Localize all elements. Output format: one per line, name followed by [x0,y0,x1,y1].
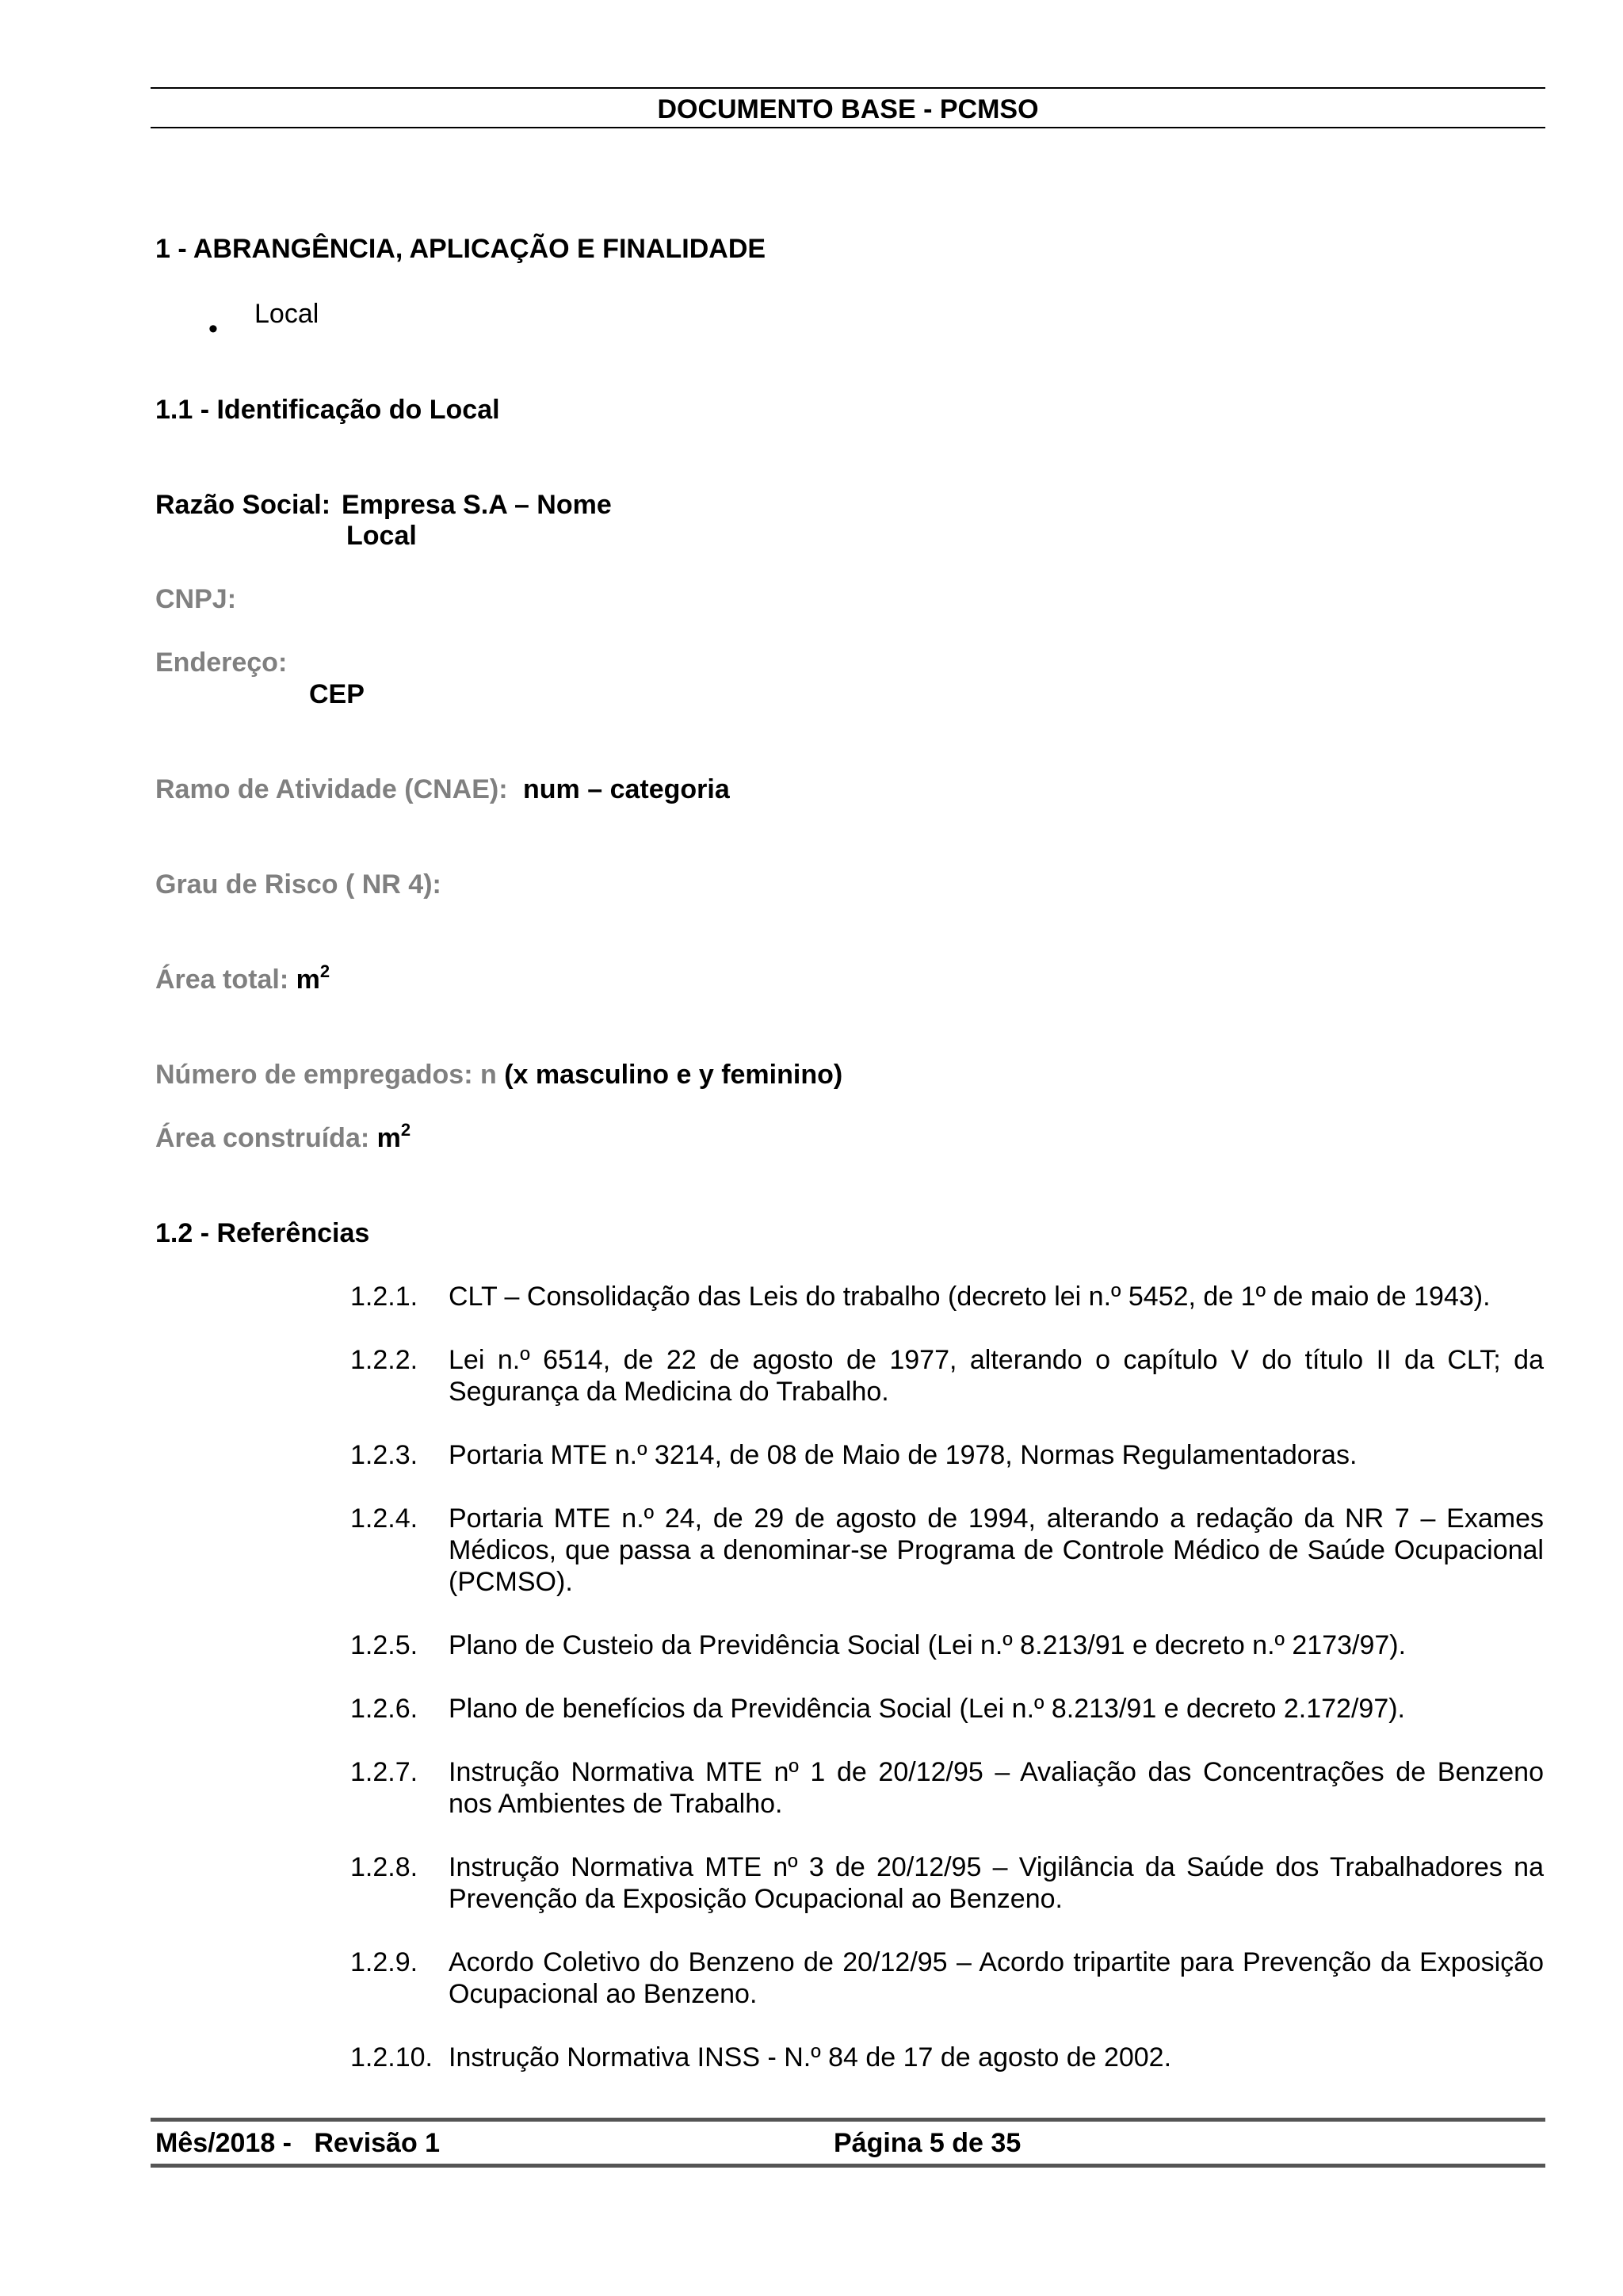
reference-text: Instrução Normativa MTE nº 1 de 20/12/95 – Avaliação das Concentrações de Benzeno nos Ambientes de Trabalho. [449,1757,1544,1819]
footer-revision: Mês/2018 - Revisão 1 [155,2128,441,2158]
area-total-unit: $m^2$ [296,961,330,995]
reference-number: 1.2.9. [350,1947,418,1977]
razao-social-value-line1: Empresa S.A – Nome [342,490,612,520]
area-total-row [155,961,330,995]
footer-bottom-rule [151,2164,1545,2168]
section-1-2-heading: 1.2 - Referências [155,1218,370,1248]
footer-page-number: Página 5 de 35 [834,2128,1022,2158]
section-1-heading: 1 - ABRANGÊNCIA, APLICAÇÃO E FINALIDADE [155,234,766,264]
reference-text: Instrução Normativa MTE nº 3 de 20/12/95 – Vigilância da Saúde dos Trabalhadores na Prevenção da Exposição Ocupacional ao Benzeno. [449,1852,1544,1914]
reference-text: Portaria MTE n.º 24, de 29 de agosto de 1994, alterando a redação da NR 7 – Exames Médicos, que passa a denominar-se Programa de Controle Médico de Saúde Ocupacional (PCMSO). [449,1503,1544,1597]
razao-social-label: Razão Social: [155,490,331,520]
razao-social-value-line2: Local [346,521,417,551]
ramo-atividade-label: Ramo de Atividade (CNAE): [155,774,508,804]
reference-number: 1.2.3. [350,1440,418,1470]
cnpj-label: CNPJ: [155,584,237,614]
reference-number: 1.2.10. [350,2042,433,2073]
document-title: DOCUMENTO BASE - PCMSO [657,94,1039,124]
reference-number: 1.2.4. [350,1503,418,1534]
reference-number: 1.2.5. [350,1630,418,1660]
bullet-item-local: Local [254,299,319,329]
section-1-1-heading: 1.1 - Identificação do Local [155,395,500,425]
reference-number: 1.2.8. [350,1852,418,1882]
reference-text: Acordo Coletivo do Benzeno de 20/12/95 – Acordo tripartite para Prevenção da Exposição Ocupacional ao Benzeno. [449,1947,1544,2009]
reference-number: 1.2.6. [350,1694,418,1724]
ramo-atividade-value: num – categoria [523,774,730,804]
grau-risco-label: Grau de Risco ( NR 4): [155,869,441,900]
reference-text: CLT – Consolidação das Leis do trabalho (decreto lei n.º 5452, de 1º de maio de 1943). [449,1282,1491,1312]
reference-text: Plano de Custeio da Previdência Social (Lei n.º 8.213/91 e decreto n.º 2173/97). [449,1630,1407,1660]
header-bottom-rule [151,127,1545,128]
reference-number: 1.2.7. [350,1757,418,1787]
area-construida-label: Área construída: [155,1123,370,1153]
reference-text: Lei n.º 6514, de 22 de agosto de 1977, alterando o capítulo V do título II da CLT; da Segurança da Medicina do Trabalho. [449,1345,1544,1407]
empregados-row [155,1059,842,1091]
header-top-rule [151,87,1545,89]
cep-label: CEP [309,679,365,709]
reference-text: Instrução Normativa INSS - N.º 84 de 17 de agosto de 2002. [449,2042,1172,2073]
bullet-dot-icon: • [208,314,218,344]
reference-text: Plano de benefícios da Previdência Social (Lei n.º 8.213/91 e decreto 2.172/97). [449,1694,1405,1724]
footer-top-rule [151,2118,1545,2122]
reference-number: 1.2.2. [350,1345,418,1375]
area-construida-row [155,1119,411,1154]
reference-number: 1.2.1. [350,1282,418,1312]
endereco-label: Endereço: [155,648,288,678]
area-construida-unit: $m^2$ [376,1119,411,1153]
reference-text: Portaria MTE n.º 3214, de 08 de Maio de 1978, Normas Regulamentadoras. [449,1440,1358,1470]
empregados-label: Número de empregados: n [155,1060,497,1090]
area-total-label: Área total: [155,965,289,995]
empregados-value: (x masculino e y feminino) [504,1060,843,1090]
